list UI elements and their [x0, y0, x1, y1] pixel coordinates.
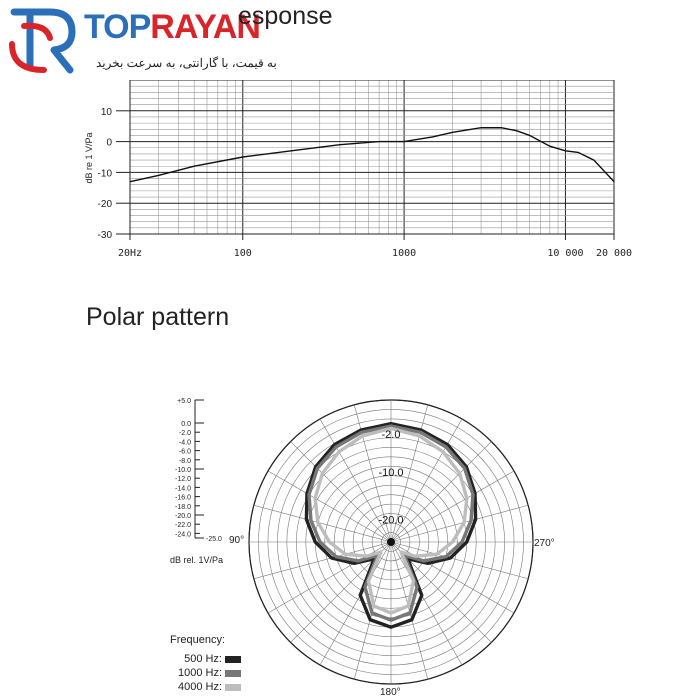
fr-y-tick-label: -20	[97, 199, 112, 211]
fr-y-tick-label: -30	[97, 230, 112, 241]
fr-y-tick-label: 0	[106, 137, 112, 149]
db-scale-label: -24.0	[175, 531, 191, 539]
polar-spoke	[291, 442, 391, 542]
fr-axes	[98, 80, 633, 259]
db-scale-label: -25.0	[206, 536, 222, 543]
fr-y-axis-label: dB re 1 V/Pa	[84, 132, 94, 184]
db-scale	[175, 398, 222, 543]
logo-mark-icon	[6, 4, 84, 74]
db-scale-label: -2.0	[178, 430, 191, 438]
legend-item	[170, 652, 241, 666]
polar-spoke	[391, 471, 514, 542]
brand-name	[84, 8, 260, 47]
polar-ring-label: -20.0	[378, 514, 404, 527]
legend-label: 4000 Hz:	[177, 681, 222, 693]
angle-label-180: 180°	[380, 687, 401, 698]
legend-label: 500 Hz:	[184, 653, 222, 665]
legend-header: Frequency:	[170, 634, 226, 646]
fr-y-tick-label: -10	[97, 168, 112, 180]
polar-pattern-title: Polar pattern	[86, 303, 230, 331]
brand-logo[interactable]	[0, 0, 277, 80]
brand-tagline: به قیمت، با گارانتی، به سرعت بخرید	[96, 56, 277, 70]
db-scale-label: -6.0	[178, 448, 191, 456]
db-scale-label: +5.0	[177, 398, 191, 405]
brand-name-part1: TOP	[84, 8, 151, 46]
legend-swatch	[225, 684, 241, 691]
polar-center-dot	[387, 538, 395, 546]
db-scale-label: 0.0	[181, 421, 191, 428]
polar-ring-label: -2.0	[381, 429, 401, 442]
polar-spoke	[268, 471, 391, 542]
db-scale-label: -18.0	[175, 503, 191, 511]
legend-item	[170, 680, 241, 694]
polar-ring-label: -10.0	[378, 467, 404, 479]
frequency-legend	[170, 634, 241, 694]
legend-swatch	[225, 656, 241, 663]
fr-response-line	[130, 128, 614, 182]
fr-x-tick-label: 1000	[392, 248, 417, 259]
db-scale-label: -20.0	[175, 513, 191, 520]
angle-label-90: 90°	[229, 535, 245, 546]
db-scale-label: -14.0	[175, 485, 191, 493]
db-scale-label: -16.0	[175, 494, 191, 502]
frequency-response-title: esponse	[238, 2, 333, 30]
legend-swatch	[225, 670, 241, 677]
polar-spoke	[254, 505, 391, 542]
db-unit-label: dB rel. 1V/Pa	[170, 555, 224, 565]
angle-label-270: 270°	[534, 538, 555, 549]
fr-y-tick-label: 10	[100, 106, 112, 118]
polar-spoke	[391, 505, 528, 542]
brand-name-part2: RAYAN	[150, 8, 260, 46]
polar-pattern-chart	[0, 370, 700, 700]
legend-item	[170, 666, 241, 680]
polar-spoke	[391, 442, 491, 542]
fr-x-tick-label: 100	[233, 248, 252, 259]
db-scale-label: -22.0	[175, 522, 191, 530]
db-scale-label: -4.0	[178, 439, 191, 447]
fr-series	[130, 128, 614, 182]
db-scale-label: -12.0	[175, 476, 191, 484]
db-scale-label: -8.0	[178, 457, 191, 465]
fr-x-tick-label: 10 000	[547, 248, 584, 259]
fr-grid	[130, 80, 614, 240]
legend-label: 1000 Hz:	[177, 667, 222, 679]
fr-x-tick-label: 20 000	[595, 248, 633, 259]
db-scale-label: -10.0	[175, 467, 191, 474]
fr-x-tick-label: 20Hz	[117, 248, 143, 259]
